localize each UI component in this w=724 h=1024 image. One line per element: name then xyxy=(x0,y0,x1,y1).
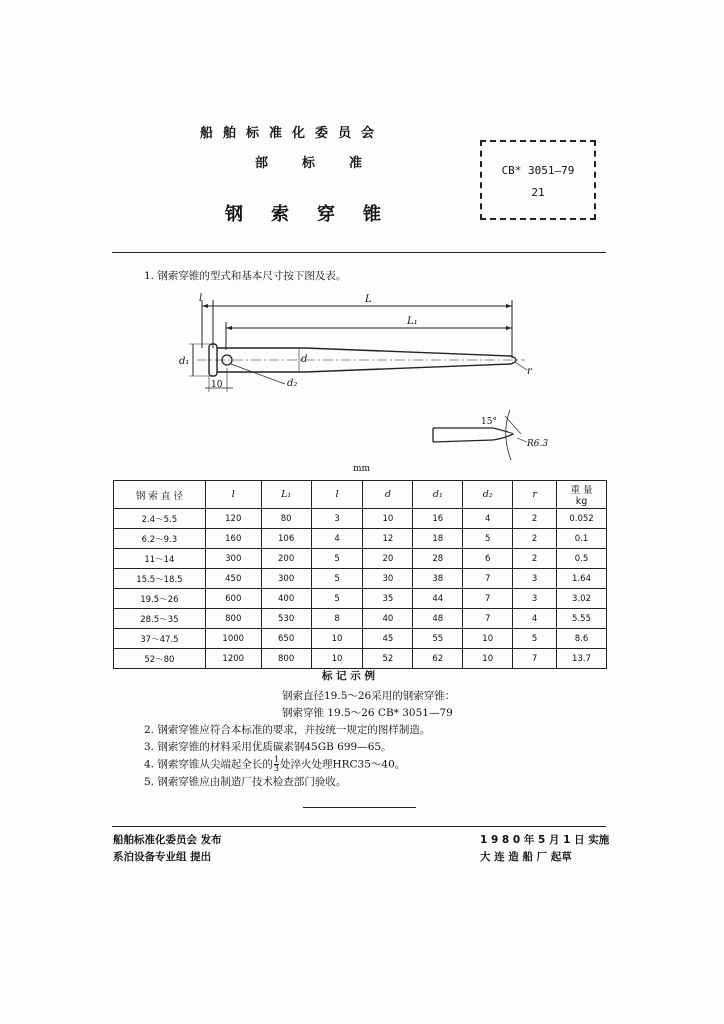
table-cell: 62 xyxy=(413,649,463,669)
table-cell: 44 xyxy=(413,589,463,609)
table-cell: 1.64 xyxy=(557,569,607,589)
table-cell: 37～47.5 xyxy=(114,629,206,649)
table-cell: 3 xyxy=(513,589,557,609)
table-cell: 7 xyxy=(513,649,557,669)
standard-type xyxy=(255,152,396,171)
title-char: 穿 xyxy=(317,204,335,225)
table-cell: 7 xyxy=(463,569,513,589)
table-cell: 450 xyxy=(205,569,261,589)
table-cell: 530 xyxy=(261,609,311,629)
dim-label: d₂ xyxy=(287,378,298,389)
table-cell: 0.5 xyxy=(557,549,607,569)
table-cell: 2 xyxy=(513,549,557,569)
table-cell: 55 xyxy=(413,629,463,649)
table-cell: 16 xyxy=(413,509,463,529)
dim-label: d xyxy=(301,354,308,365)
proposer: 系泊设备专业组 提出 xyxy=(113,851,212,863)
dim-label: L₁ xyxy=(407,316,418,327)
col-header-weight xyxy=(557,481,607,509)
table-cell: 19.5～26 xyxy=(114,589,206,609)
table-row xyxy=(114,509,607,529)
table-cell: 200 xyxy=(261,549,311,569)
table-cell: 4 xyxy=(463,509,513,529)
dim-label: 10 xyxy=(211,380,223,390)
awl-drawing xyxy=(175,288,555,468)
table-cell: 0.1 xyxy=(557,529,607,549)
std-char: 标 xyxy=(302,156,316,171)
table-cell: 106 xyxy=(261,529,311,549)
dim-label: R6.3 xyxy=(527,439,549,449)
end-rule xyxy=(303,807,416,808)
dim-label: L xyxy=(365,294,372,305)
table-cell: 800 xyxy=(261,649,311,669)
col-header: 钢 索 直 径 xyxy=(114,481,206,509)
org-name: 船舶标准化委员会 xyxy=(200,126,385,141)
clause-4-start: 4. 钢索穿锥从尖端起全长的 xyxy=(144,758,273,771)
standard-code-box xyxy=(480,140,596,220)
table-cell: 10 xyxy=(463,649,513,669)
table-cell: 3.02 xyxy=(557,589,607,609)
table-row xyxy=(114,649,607,669)
table-cell: 1200 xyxy=(205,649,261,669)
table-cell: 600 xyxy=(205,589,261,609)
fraction xyxy=(274,756,279,773)
table-cell: 7 xyxy=(463,609,513,629)
clause-4-end: 处淬火处理HRC35～40。 xyxy=(279,758,406,771)
table-cell: 5 xyxy=(311,589,363,609)
table-cell: 3 xyxy=(513,569,557,589)
table-cell: 650 xyxy=(261,629,311,649)
table-cell: 20 xyxy=(363,549,413,569)
fraction-num: 1 xyxy=(273,755,279,764)
table-cell: 0.052 xyxy=(557,509,607,529)
clause-3: 3. 钢索穿锥的材料采用优质碳素钢45GB 699—65。 xyxy=(144,741,392,753)
table-cell: 28 xyxy=(413,549,463,569)
table-cell: 28.5～35 xyxy=(114,609,206,629)
table-row xyxy=(114,569,607,589)
table-cell: 40 xyxy=(363,609,413,629)
drafter: 大 连 造 船 厂 起草 xyxy=(480,851,572,863)
col-header: d₂ xyxy=(463,481,513,509)
table-cell: 1000 xyxy=(205,629,261,649)
table-cell: 5 xyxy=(513,629,557,649)
table-cell: 13.7 xyxy=(557,649,607,669)
intro-text: 1. 钢索穿锥的型式和基本尺寸按下图及表。 xyxy=(144,270,347,282)
table-cell: 5 xyxy=(463,529,513,549)
unit-label: mm xyxy=(353,464,371,474)
table-cell: 8 xyxy=(311,609,363,629)
weight-unit: kg xyxy=(575,496,588,507)
table-cell: 10 xyxy=(311,629,363,649)
table-cell: 8.6 xyxy=(557,629,607,649)
table-cell: 7 xyxy=(463,589,513,609)
dim-label: l xyxy=(199,293,203,304)
table-cell: 10 xyxy=(311,649,363,669)
table-cell: 11～14 xyxy=(114,549,206,569)
header-rule xyxy=(112,252,606,253)
weight-label: 重 量 xyxy=(570,485,593,496)
example-heading: 标 记 示 例 xyxy=(322,670,375,682)
table-row xyxy=(114,529,607,549)
table-cell: 2.4～5.5 xyxy=(114,509,206,529)
effective-date: 1 9 8 0 年 5 月 1 日 实施 xyxy=(480,834,610,846)
std-char: 部 xyxy=(255,156,269,171)
table-cell: 30 xyxy=(363,569,413,589)
clause-5: 5. 钢索穿锥应由制造厂技术检查部门验收。 xyxy=(144,776,347,788)
table-header-row xyxy=(114,481,607,509)
table-cell: 3 xyxy=(311,509,363,529)
table-cell: 120 xyxy=(205,509,261,529)
table-cell: 48 xyxy=(413,609,463,629)
table-cell: 300 xyxy=(205,549,261,569)
table-cell: 800 xyxy=(205,609,261,629)
table-cell: 52 xyxy=(363,649,413,669)
table-cell: 2 xyxy=(513,529,557,549)
table-row xyxy=(114,609,607,629)
title-char: 索 xyxy=(271,204,289,225)
footer-rule xyxy=(112,826,606,827)
table-cell: 6.2～9.3 xyxy=(114,529,206,549)
table-cell: 80 xyxy=(261,509,311,529)
table-cell: 12 xyxy=(363,529,413,549)
col-header: l xyxy=(205,481,261,509)
table-cell: 10 xyxy=(463,629,513,649)
std-char: 准 xyxy=(349,156,363,171)
fraction-den: 3 xyxy=(273,764,279,773)
table-cell: 300 xyxy=(261,569,311,589)
table-cell: 15.5～18.5 xyxy=(114,569,206,589)
table-cell: 400 xyxy=(261,589,311,609)
dim-label: 15° xyxy=(481,417,497,427)
table-row xyxy=(114,549,607,569)
title-char: 钢 xyxy=(225,204,243,225)
dim-label: d₁ xyxy=(179,356,190,367)
col-header: d xyxy=(363,481,413,509)
col-header: d₁ xyxy=(413,481,463,509)
table-cell: 10 xyxy=(363,509,413,529)
page-number: 21 xyxy=(531,186,545,199)
publisher: 船舶标准化委员会 发布 xyxy=(113,834,222,846)
standard-code: CB* 3051—79 xyxy=(501,164,575,177)
table-cell: 6 xyxy=(463,549,513,569)
col-header: l xyxy=(311,481,363,509)
dimension-table xyxy=(113,480,607,669)
table-cell: 5.55 xyxy=(557,609,607,629)
table-cell: 2 xyxy=(513,509,557,529)
table-cell: 18 xyxy=(413,529,463,549)
table-cell: 52～80 xyxy=(114,649,206,669)
table-row xyxy=(114,629,607,649)
col-header: r xyxy=(513,481,557,509)
title-char: 锥 xyxy=(363,204,381,225)
document-title xyxy=(225,200,409,226)
table-cell: 45 xyxy=(363,629,413,649)
table-cell: 5 xyxy=(311,569,363,589)
table-cell: 5 xyxy=(311,549,363,569)
table-cell: 4 xyxy=(513,609,557,629)
example-line: 钢索直径19.5～26采用的钢索穿锥： xyxy=(282,690,456,702)
table-row xyxy=(114,589,607,609)
table-cell: 160 xyxy=(205,529,261,549)
clause-4 xyxy=(144,756,405,773)
table-cell: 35 xyxy=(363,589,413,609)
col-header: L₁ xyxy=(261,481,311,509)
table-cell: 4 xyxy=(311,529,363,549)
clause-2: 2. 钢索穿锥应符合本标准的要求，并按统一规定的图样制造。 xyxy=(144,724,431,736)
example-mark: 钢索穿锥 19.5～26 CB* 3051—79 xyxy=(282,707,453,719)
table-cell: 38 xyxy=(413,569,463,589)
dim-label: r xyxy=(527,366,532,377)
